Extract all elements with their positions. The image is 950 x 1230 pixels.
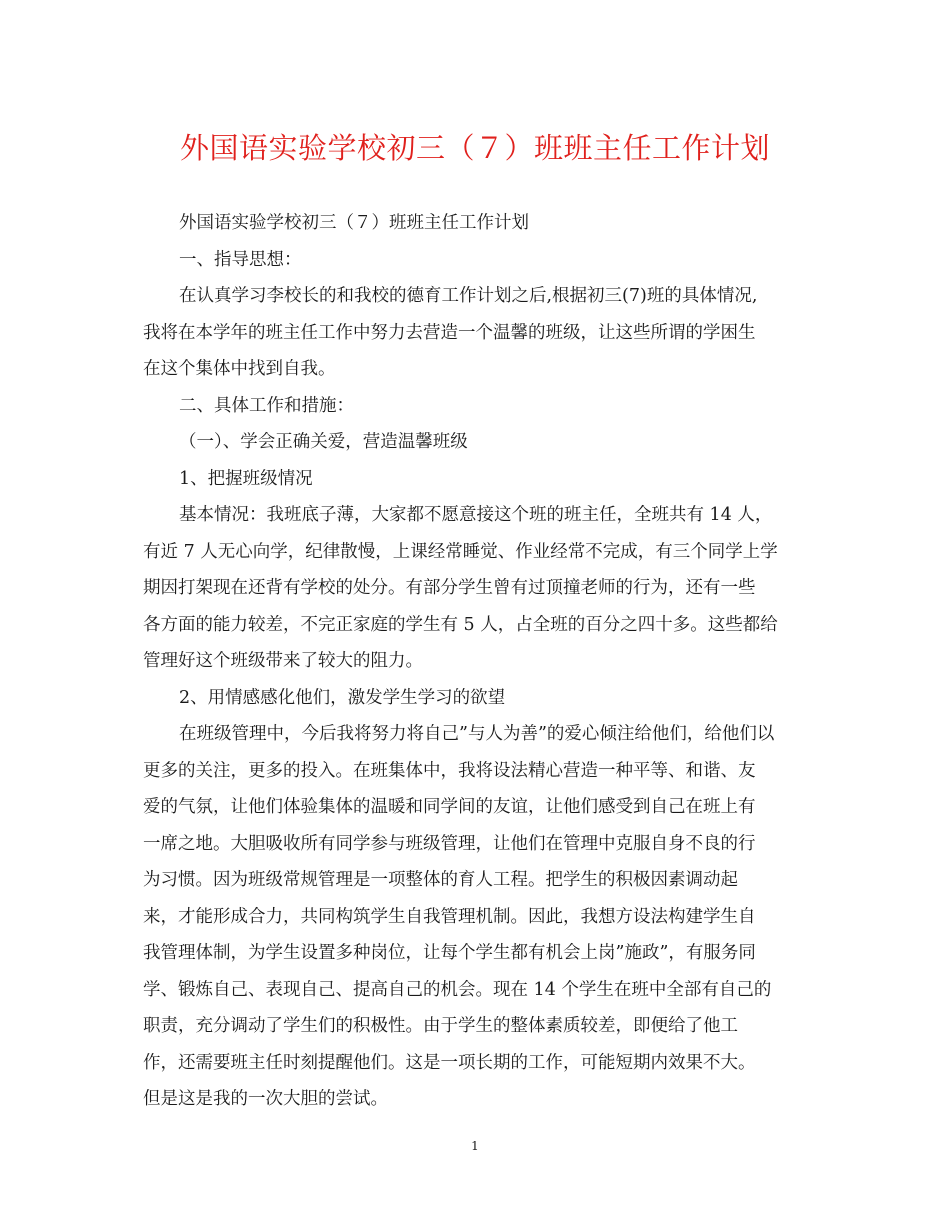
item-heading-class-situation: 1、把握班级情况 (179, 468, 313, 489)
paragraph-line: 我管理体制，为学生设置多种岗位，让每个学生都有机会上岗”施政”，有服务同 (143, 943, 756, 963)
paragraph-line: 在班级管理中，今后我将努力将自己”与人为善”的爱心倾注给他们，给他们以 (179, 724, 775, 744)
paragraph-line: 但是这是我的一次大胆的尝试。 (143, 1089, 388, 1109)
paragraph-line: 各方面的能力较差，不完正家庭的学生有 5 人，占全班的百分之四十多。这些都给 (143, 614, 778, 635)
paragraph-line: 一席之地。大胆吸收所有同学参与班级管理，让他们在管理中克服自身不良的行 (143, 833, 756, 854)
subtitle-line: 外国语实验学校初三（７）班班主任工作计划 (179, 213, 529, 233)
paragraph-line: 爱的气氛，让他们体验集体的温暖和同学间的友谊，让他们感受到自己在班上有 (143, 797, 756, 817)
item-heading-emotion: 2、用情感感化他们，激发学生学习的欲望 (179, 687, 506, 708)
paragraph-line: 职责，充分调动了学生们的积极性。由于学生的整体素质较差，即便给了他工 (143, 1016, 738, 1036)
paragraph-line: 在这个集体中找到自我。 (143, 359, 336, 379)
section-heading-measures: 二、具体工作和措施： (179, 395, 354, 416)
section-heading-guiding-thought: 一、指导思想： (179, 249, 302, 270)
paragraph-line: 管理好这个班级带来了较大的阻力。 (143, 651, 423, 671)
document-title: 外国语实验学校初三（７）班班主任工作计划 (179, 131, 770, 165)
paragraph-line: 我将在本学年的班主任工作中努力去营造一个温馨的班级，让这些所谓的学困生 (143, 322, 756, 343)
paragraph-line: 为习惯。因为班级常规管理是一项整体的育人工程。把学生的积极因素调动起 (143, 870, 738, 890)
paragraph-line: 基本情况：我班底子薄，大家都不愿意接这个班的班主任，全班共有 14 人， (179, 505, 773, 525)
subsection-heading-care: （一）、学会正确关爱，营造温馨班级 (179, 432, 468, 452)
paragraph-line: 期因打架现在还背有学校的处分。有部分学生曾有过顶撞老师的行为，还有一些 (143, 578, 756, 598)
paragraph-line: 作，还需要班主任时刻提醒他们。这是一项长期的工作，可能短期内效果不大。 (143, 1052, 756, 1073)
paragraph-line: 在认真学习李校长的和我校的德育工作计划之后,根据初三(7)班的具体情况, (179, 286, 758, 306)
paragraph-line: 学、锻炼自己、表现自己、提高自己的机会。现在 14 个学生在班中全部有自己的 (143, 979, 772, 1000)
page-number: 1 (471, 1139, 479, 1153)
paragraph-line: 来，才能形成合力，共同构筑学生自我管理机制。因此，我想方设法构建学生自 (143, 906, 756, 927)
document-body (143, 205, 815, 1118)
paragraph-line: 更多的关注，更多的投入。在班集体中，我将设法精心营造一种平等、和谐、友 (143, 760, 756, 781)
paragraph-line: 有近 7 人无心向学，纪律散慢，上课经常睡觉、作业经常不完成，有三个同学上学 (143, 541, 778, 562)
